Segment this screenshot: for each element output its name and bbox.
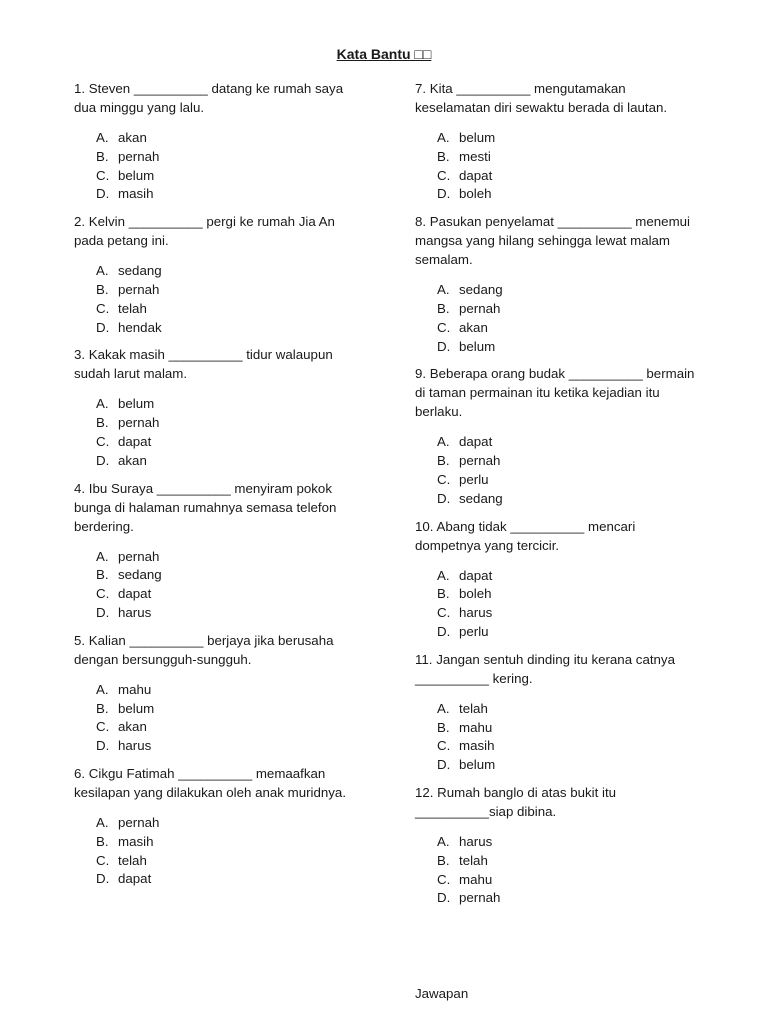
option-letter: C.: [96, 300, 110, 316]
option-letter: D.: [437, 623, 451, 639]
answer-option: [437, 604, 715, 623]
question-text: 4. Ibu Suraya __________ menyiram pokok bunga di halaman rumahnya semasa telefon berdering.: [74, 480, 337, 534]
answer-option: [437, 281, 715, 300]
option-text: belum: [118, 700, 155, 716]
option-letter: C.: [96, 719, 110, 735]
option-text: dapat: [118, 871, 152, 887]
option-text: pernah: [459, 890, 501, 906]
answer-options: [437, 567, 715, 642]
answer-option: [437, 319, 715, 338]
option-letter: A.: [96, 263, 109, 279]
option-text: akan: [118, 452, 147, 468]
question-item: [74, 212, 374, 337]
option-letter: A.: [437, 700, 450, 716]
answer-option: [96, 852, 374, 871]
option-text: mahu: [459, 719, 493, 735]
answer-option: [96, 700, 374, 719]
option-text: akan: [118, 130, 147, 145]
option-letter: C.: [437, 605, 451, 621]
question-text: 6. Cikgu Fatimah __________ memaafkan kesilapan yang dilakukan oleh anak muridnya.: [74, 765, 347, 800]
option-text: dapat: [118, 586, 152, 602]
option-text: masih: [118, 186, 154, 202]
answer-option: [96, 167, 374, 186]
option-text: akan: [118, 719, 147, 735]
option-letter: C.: [437, 738, 451, 754]
answer-option: [437, 148, 715, 167]
answer-option: [437, 433, 715, 452]
answer-option: [96, 585, 374, 604]
option-letter: B.: [96, 415, 109, 431]
answer-option: [437, 471, 715, 490]
option-text: pernah: [459, 453, 501, 469]
option-letter: D.: [96, 186, 110, 202]
answer-option: [96, 548, 374, 567]
question-text: 12. Rumah banglo di atas bukit itu __________siap dibina.: [415, 784, 617, 819]
option-letter: C.: [96, 433, 110, 449]
answer-option: [437, 300, 715, 319]
answer-options: [437, 700, 715, 775]
option-text: belum: [459, 338, 496, 354]
option-letter: D.: [96, 452, 110, 468]
question-item: [74, 764, 374, 889]
left-question-column: [74, 79, 374, 897]
question-text: 3. Kakak masih __________ tidur walaupun sudah larut malam.: [74, 347, 333, 382]
option-text: sedang: [118, 567, 162, 583]
option-text: telah: [118, 300, 147, 316]
option-text: mahu: [118, 681, 152, 697]
option-letter: C.: [437, 471, 451, 487]
answer-option: [437, 719, 715, 738]
option-letter: D.: [437, 757, 451, 773]
option-letter: B.: [437, 148, 450, 164]
option-letter: D.: [437, 890, 451, 906]
answer-option: [96, 129, 374, 148]
option-letter: B.: [437, 586, 450, 602]
answer-option: [96, 148, 374, 167]
option-letter: D.: [437, 490, 451, 506]
answer-option: [437, 567, 715, 586]
question-item: [415, 783, 715, 908]
answer-option: [437, 737, 715, 756]
option-letter: C.: [96, 586, 110, 602]
answer-options: [96, 129, 374, 204]
answer-option: [96, 452, 374, 471]
option-letter: A.: [437, 282, 450, 298]
answer-options: [437, 833, 715, 908]
answer-option: [96, 681, 374, 700]
option-letter: D.: [437, 338, 451, 354]
answer-options: [437, 433, 715, 508]
option-text: belum: [459, 130, 496, 145]
answer-options: [96, 548, 374, 623]
answer-options: [437, 281, 715, 356]
option-letter: D.: [437, 186, 451, 202]
option-letter: B.: [96, 700, 109, 716]
question-text: 9. Beberapa orang budak __________ bermain di taman permainan itu ketika kejadian itu berlaku.: [415, 366, 695, 420]
answer-option: [96, 281, 374, 300]
answer-options: [96, 395, 374, 470]
question-item: [415, 517, 715, 642]
option-letter: C.: [437, 319, 451, 335]
option-letter: A.: [437, 833, 450, 849]
option-text: masih: [459, 738, 495, 754]
answer-option: [96, 604, 374, 623]
option-text: harus: [118, 604, 152, 620]
option-letter: D.: [96, 604, 110, 620]
option-text: hendak: [118, 319, 162, 335]
option-text: pernah: [118, 148, 160, 164]
answer-options: [96, 681, 374, 756]
worksheet-title: Kata Bantu □□: [336, 46, 432, 62]
option-text: sedang: [118, 263, 162, 279]
option-letter: A.: [96, 814, 109, 830]
question-item: [74, 631, 374, 756]
answer-option: [96, 870, 374, 889]
option-letter: D.: [96, 738, 110, 754]
answer-option: [96, 433, 374, 452]
option-text: sedang: [459, 490, 503, 506]
option-letter: B.: [96, 833, 109, 849]
question-text: 7. Kita __________ mengutamakan keselamatan diri sewaktu berada di lautan.: [415, 81, 668, 115]
question-item: [415, 212, 715, 356]
option-text: pernah: [118, 281, 160, 297]
answer-option: [96, 718, 374, 737]
answer-option: [96, 395, 374, 414]
answer-option: [96, 833, 374, 852]
option-text: masih: [118, 833, 154, 849]
answer-option: [96, 737, 374, 756]
question-text: 1. Steven __________ datang ke rumah saya dua minggu yang lalu.: [74, 81, 344, 115]
option-letter: C.: [437, 871, 451, 887]
option-text: dapat: [118, 433, 152, 449]
answer-option: [96, 262, 374, 281]
answer-option: [437, 833, 715, 852]
answer-option: [437, 185, 715, 204]
answer-option: [96, 414, 374, 433]
answer-option: [437, 338, 715, 357]
option-letter: A.: [96, 396, 109, 412]
answer-option: [96, 814, 374, 833]
answer-option: [96, 319, 374, 338]
option-text: telah: [459, 700, 488, 716]
answer-option: [437, 889, 715, 908]
option-text: telah: [459, 852, 488, 868]
option-letter: D.: [96, 871, 110, 887]
option-letter: A.: [437, 130, 450, 145]
option-letter: B.: [96, 567, 109, 583]
option-letter: B.: [437, 300, 450, 316]
question-item: [74, 79, 374, 204]
option-text: perlu: [459, 471, 489, 487]
answer-option: [437, 129, 715, 148]
question-item: [74, 345, 374, 470]
option-text: dapat: [459, 434, 493, 450]
answers-heading: Jawapan: [415, 986, 469, 1001]
option-text: perlu: [459, 623, 489, 639]
answer-option: [437, 852, 715, 871]
option-text: pernah: [459, 300, 501, 316]
option-text: belum: [118, 167, 155, 183]
option-letter: C.: [437, 167, 451, 183]
option-letter: A.: [96, 681, 109, 697]
option-text: mesti: [459, 148, 491, 164]
answer-options: [96, 262, 374, 337]
answer-option: [96, 300, 374, 319]
option-text: pernah: [118, 814, 160, 830]
option-text: akan: [459, 319, 488, 335]
option-text: boleh: [459, 586, 492, 602]
answer-option: [437, 167, 715, 186]
option-text: harus: [118, 738, 152, 754]
option-letter: B.: [437, 852, 450, 868]
option-text: dapat: [459, 167, 493, 183]
option-letter: A.: [96, 548, 109, 564]
option-letter: C.: [96, 852, 110, 868]
option-text: mahu: [459, 871, 493, 887]
option-text: sedang: [459, 282, 503, 298]
question-text: 2. Kelvin __________ pergi ke rumah Jia An pada petang ini.: [74, 214, 335, 249]
option-letter: B.: [437, 719, 450, 735]
option-letter: B.: [437, 453, 450, 469]
option-text: belum: [118, 396, 155, 412]
right-question-column: [415, 79, 715, 916]
answer-option: [437, 700, 715, 719]
answer-options: [437, 129, 715, 204]
option-text: telah: [118, 852, 147, 868]
option-letter: A.: [96, 130, 109, 145]
answer-option: [96, 566, 374, 585]
answer-option: [437, 756, 715, 775]
option-text: harus: [459, 605, 493, 621]
answer-option: [437, 452, 715, 471]
question-item: [74, 479, 374, 623]
option-text: harus: [459, 833, 493, 849]
answer-option: [437, 871, 715, 890]
question-item: [415, 650, 715, 775]
option-letter: A.: [437, 567, 450, 583]
option-letter: A.: [437, 434, 450, 450]
option-letter: D.: [96, 319, 110, 335]
answer-option: [96, 185, 374, 204]
question-item: [415, 79, 715, 204]
option-letter: B.: [96, 148, 109, 164]
option-text: boleh: [459, 186, 492, 202]
question-text: 10. Abang tidak __________ mencari dompetnya yang tercicir.: [415, 518, 636, 553]
option-text: dapat: [459, 567, 493, 583]
option-text: pernah: [118, 548, 160, 564]
answer-options: [96, 814, 374, 889]
answer-option: [437, 585, 715, 604]
option-text: pernah: [118, 415, 160, 431]
answer-option: [437, 490, 715, 509]
answer-option: [437, 623, 715, 642]
question-text: 5. Kalian __________ berjaya jika berusaha dengan bersungguh-sungguh.: [74, 632, 334, 667]
question-text: 8. Pasukan penyelamat __________ menemui mangsa yang hilang sehingga lewat malam semalam.: [415, 214, 690, 268]
option-text: belum: [459, 757, 496, 773]
option-letter: C.: [96, 167, 110, 183]
question-item: [415, 364, 715, 508]
question-text: 11. Jangan sentuh dinding itu kerana catnya __________ kering.: [415, 651, 675, 686]
option-letter: B.: [96, 281, 109, 297]
